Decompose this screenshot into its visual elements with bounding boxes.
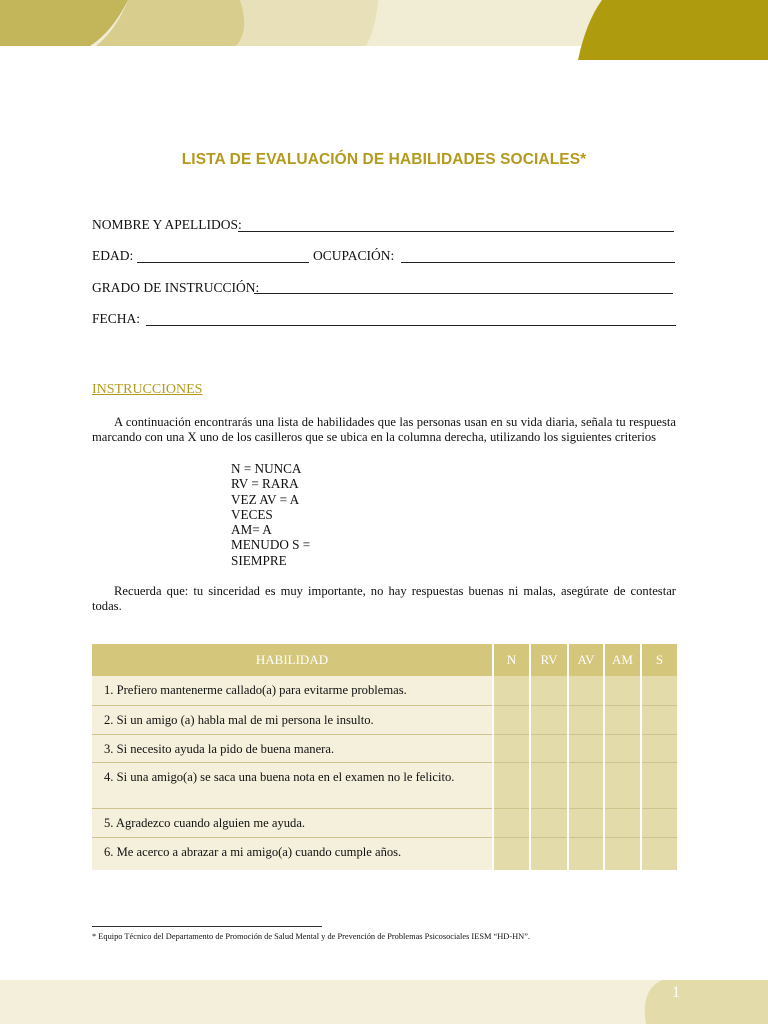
answer-cell-av[interactable]: [568, 808, 604, 837]
document-title: LISTA DE EVALUACIÓN DE HABILIDADES SOCIALES*: [181, 151, 587, 168]
column-header-am: AM: [604, 644, 641, 676]
column-header-s: S: [641, 644, 677, 676]
answer-cell-av[interactable]: [568, 762, 604, 808]
page-number: 1: [672, 984, 680, 1001]
instructions-paragraph: [92, 415, 676, 445]
answer-cell-s[interactable]: [641, 762, 677, 808]
education-input-line[interactable]: [254, 293, 673, 294]
table-header-row: [92, 644, 677, 676]
skill-cell: [92, 762, 493, 808]
answer-cell-av[interactable]: [568, 734, 604, 762]
answer-cell-n[interactable]: [493, 676, 530, 705]
answer-cell-am[interactable]: [604, 762, 641, 808]
criteria-item: SIEMPRE: [231, 552, 287, 568]
answer-cell-av[interactable]: [568, 705, 604, 734]
footnote-divider: [92, 926, 322, 927]
criteria-item: RV = RARA: [231, 476, 299, 492]
answer-cell-n[interactable]: [493, 808, 530, 837]
skill-text: 6. Me acerco a abrazar a mi amigo(a) cuando cumple años.: [104, 844, 402, 859]
column-header-habilidad: HABILIDAD: [92, 644, 493, 676]
answer-cell-rv[interactable]: [530, 762, 568, 808]
skill-cell: [92, 808, 493, 837]
answer-cell-rv[interactable]: [530, 676, 568, 705]
criteria-item: VECES: [231, 506, 273, 522]
answer-cell-am[interactable]: [604, 734, 641, 762]
name-input-line[interactable]: [238, 231, 674, 232]
answer-cell-s[interactable]: [641, 734, 677, 762]
skills-table: [92, 644, 677, 870]
table-row: [92, 762, 677, 808]
skill-cell: [92, 705, 493, 734]
criteria-item: VEZ AV = A: [231, 491, 300, 507]
table-row: [92, 734, 677, 762]
skill-text: 2. Si un amigo (a) habla mal de mi persona le insulto.: [104, 712, 374, 727]
table-row: [92, 676, 677, 705]
skill-text: 4. Si una amigo(a) se saca una buena nota en el examen no le felicito.: [104, 769, 455, 784]
answer-cell-av[interactable]: [568, 837, 604, 870]
skill-cell: [92, 676, 493, 705]
answer-cell-am[interactable]: [604, 705, 641, 734]
age-input-line[interactable]: [137, 262, 309, 263]
answer-cell-am[interactable]: [604, 837, 641, 870]
skill-cell: [92, 837, 493, 870]
date-label: FECHA:: [92, 311, 141, 326]
education-label: GRADO DE INSTRUCCIÓN:: [92, 280, 260, 295]
answer-cell-rv[interactable]: [530, 808, 568, 837]
answer-cell-av[interactable]: [568, 676, 604, 705]
footer-tab: [645, 980, 768, 1024]
answer-cell-s[interactable]: [641, 705, 677, 734]
date-input-line[interactable]: [146, 325, 676, 326]
reminder-paragraph: [92, 584, 676, 614]
header-decoration: [0, 0, 768, 60]
criteria-item: N = NUNCA: [231, 461, 302, 476]
criteria-list: [231, 461, 331, 568]
answer-cell-n[interactable]: [493, 837, 530, 870]
criteria-item: AM= A: [231, 522, 272, 538]
answer-cell-s[interactable]: [641, 808, 677, 837]
skill-text: 5. Agradezco cuando alguien me ayuda.: [104, 815, 306, 830]
footer-decoration: [0, 980, 768, 1024]
answer-cell-am[interactable]: [604, 808, 641, 837]
name-label: NOMBRE Y APELLIDOS:: [92, 217, 242, 232]
column-header-n: N: [493, 644, 530, 676]
skill-text: 1. Prefiero mantenerme callado(a) para evitarme problemas.: [104, 683, 407, 697]
occupation-input-line[interactable]: [401, 262, 675, 263]
reminder-text: Recuerda que: tu sinceridad es muy importante, no hay respuestas buenas ni malas, asegúrate de contestar todas.: [92, 584, 676, 613]
answer-cell-rv[interactable]: [530, 705, 568, 734]
instructions-text: A continuación encontrarás una lista de habilidades que las personas usan en su vida diaria, señala tu respuesta marcando con una X uno de los casilleros que se ubica en la columna derecha, utilizando los siguientes criterios: [92, 415, 676, 444]
answer-cell-n[interactable]: [493, 762, 530, 808]
answer-cell-s[interactable]: [641, 837, 677, 870]
criteria-item: MENUDO S =: [231, 537, 311, 553]
column-header-rv: RV: [530, 644, 568, 676]
answer-cell-am[interactable]: [604, 676, 641, 705]
header-wave-dark: [578, 0, 768, 60]
column-header-av: AV: [568, 644, 604, 676]
age-label: EDAD:: [92, 248, 134, 263]
table-row: [92, 705, 677, 734]
footnote: * Equipo Técnico del Departamento de Promoción de Salud Mental y de Prevención de Problemas Psicosociales IESM “HD-HN”.: [92, 932, 531, 941]
header-wave-pale: [236, 0, 378, 46]
table-row: [92, 808, 677, 837]
occupation-label: OCUPACIÓN:: [313, 248, 395, 263]
answer-cell-n[interactable]: [493, 705, 530, 734]
instructions-heading: INSTRUCCIONES: [92, 382, 203, 397]
answer-cell-rv[interactable]: [530, 837, 568, 870]
table-row: [92, 837, 677, 870]
skill-cell: [92, 734, 493, 762]
answer-cell-s[interactable]: [641, 676, 677, 705]
answer-cell-rv[interactable]: [530, 734, 568, 762]
skill-text: 3. Si necesito ayuda la pido de buena manera.: [104, 741, 335, 756]
answer-cell-n[interactable]: [493, 734, 530, 762]
